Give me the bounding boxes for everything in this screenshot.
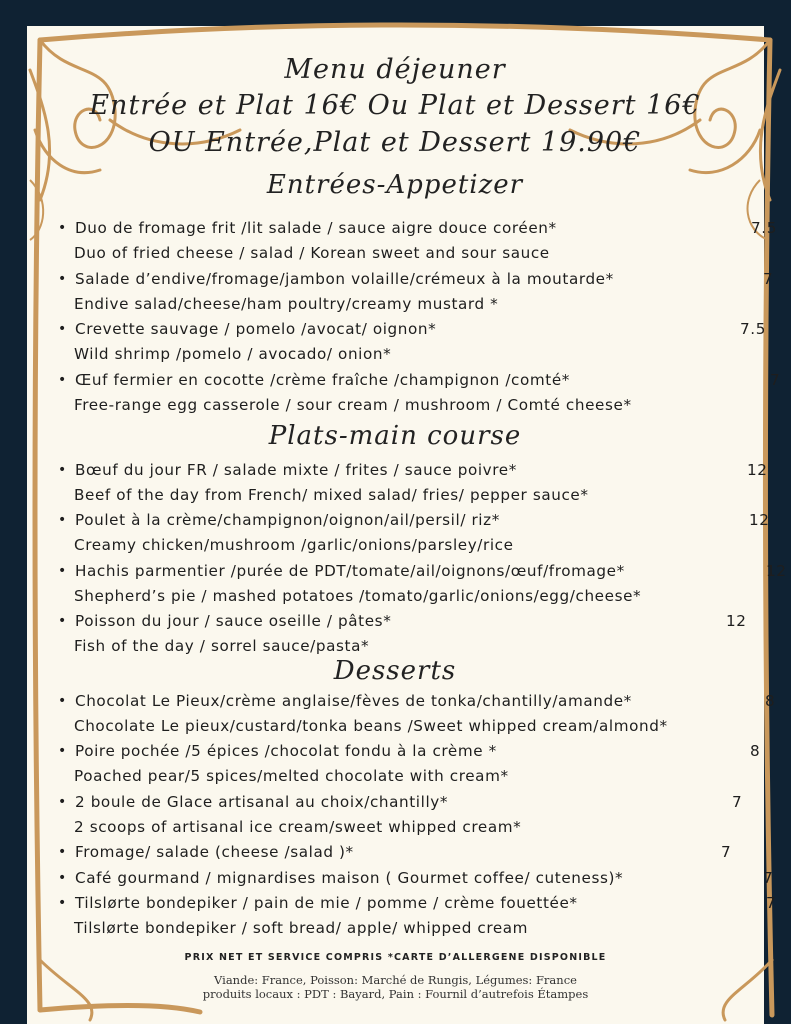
bullet-icon: • — [58, 844, 67, 860]
item-name-fr: Poisson du jour / sauce oseille / pâtes* — [75, 612, 392, 630]
item-name-en: Duo of fried cheese / salad / Korean sweet and sour sauce — [74, 244, 550, 262]
section-entrees-title: Entrées-Appetizer — [266, 170, 524, 200]
item-name-fr: 2 boule de Glace artisanal au choix/chantilly* — [75, 793, 449, 811]
item-price: 8 — [765, 692, 776, 710]
bullet-icon: • — [58, 794, 67, 810]
item-name-fr: Fromage/ salade (cheese /salad )* — [75, 843, 354, 861]
bullet-icon: • — [58, 743, 67, 759]
section-plats-title: Plats-main course — [268, 421, 522, 451]
item-name-en: Free-range egg casserole / sour cream / mushroom / Comté cheese* — [74, 396, 632, 414]
bullet-icon: • — [58, 870, 67, 886]
item-name-fr: Bœuf du jour FR / salade mixte / frites / sauce poivre* — [75, 461, 517, 479]
item-price: 7 — [770, 371, 781, 389]
item-price: 7 — [766, 894, 777, 912]
item-name-en: Tilslørte bondepiker / soft bread/ apple/ whipped cream — [74, 919, 529, 937]
bullet-icon: • — [58, 512, 67, 528]
menu-title: Menu déjeuner — [284, 54, 506, 85]
item-name-fr: Tilslørte bondepiker / pain de mie / pomme / crème fouettée* — [75, 894, 578, 912]
footer-note: PRIX NET ET SERVICE COMPRIS *CARTE D’ALLERGENE DISPONIBLE — [184, 952, 607, 963]
bullet-icon: • — [58, 220, 67, 236]
item-price: 7 — [721, 843, 732, 861]
bullet-icon: • — [58, 895, 67, 911]
origin-line-2: produits locaux : PDT : Bayard, Pain : Fournil d’autrefois Étampes — [202, 987, 589, 1001]
item-name-fr: Salade d’endive/fromage/jambon volaille/crémeux à la moutarde* — [75, 270, 614, 288]
menu-formula-2: OU Entrée,Plat et Dessert 19.90€ — [148, 127, 642, 158]
item-price: 7.5 — [740, 320, 766, 338]
bullet-icon: • — [58, 613, 67, 629]
section-desserts-title: Desserts — [333, 656, 457, 686]
bullet-icon: • — [58, 563, 67, 579]
item-price: 7.5 — [751, 219, 777, 237]
item-name-fr: Hachis parmentier /purée de PDT/tomate/ail/oignons/œuf/fromage* — [75, 562, 625, 580]
item-name-en: Poached pear/5 spices/melted chocolate with cream* — [74, 767, 509, 785]
menu-formula-1: Entrée et Plat 16€ Ou Plat et Dessert 16€ — [89, 90, 701, 121]
bullet-icon: • — [58, 271, 67, 287]
item-name-en: Wild shrimp /pomelo / avocado/ onion* — [74, 345, 392, 363]
bullet-icon: • — [58, 372, 67, 388]
origin-line-1: Viande: France, Poisson: Marché de Rungis, Légumes: France — [214, 973, 577, 987]
item-name-en: Beef of the day from French/ mixed salad/ fries/ pepper sauce* — [74, 486, 589, 504]
item-name-fr: Poire pochée /5 épices /chocolat fondu à la crème * — [75, 742, 497, 760]
item-name-en: Chocolate Le pieux/custard/tonka beans /Sweet whipped cream/almond* — [74, 717, 668, 735]
item-price: 12 — [766, 562, 787, 580]
item-name-en: Fish of the day / sorrel sauce/pasta* — [74, 637, 370, 655]
bullet-icon: • — [58, 321, 67, 337]
bullet-icon: • — [58, 462, 67, 478]
item-name-en: Endive salad/cheese/ham poultry/creamy mustard * — [74, 295, 499, 313]
item-name-en: 2 scoops of artisanal ice cream/sweet whipped cream* — [74, 818, 522, 836]
item-price: 7 — [763, 869, 774, 887]
item-price: 12 — [726, 612, 747, 630]
item-name-fr: Chocolat Le Pieux/crème anglaise/fèves de tonka/chantilly/amande* — [75, 692, 632, 710]
bullet-icon: • — [58, 693, 67, 709]
item-name-fr: Duo de fromage frit /lit salade / sauce aigre douce coréen* — [75, 219, 557, 237]
item-name-fr: Crevette sauvage / pomelo /avocat/ oignon* — [75, 320, 437, 338]
item-name-en: Creamy chicken/mushroom /garlic/onions/parsley/rice — [74, 536, 514, 554]
item-name-fr: Poulet à la crème/champignon/oignon/ail/persil/ riz* — [75, 511, 500, 529]
item-name-fr: Café gourmand / mignardises maison ( Gourmet coffee/ cuteness)* — [75, 869, 624, 887]
item-price: 7 — [763, 270, 774, 288]
item-name-fr: Œuf fermier en cocotte /crème fraîche /champignon /comté* — [75, 371, 570, 389]
item-name-en: Shepherd’s pie / mashed potatoes /tomato/garlic/onions/egg/cheese* — [74, 587, 642, 605]
item-price: 7 — [732, 793, 743, 811]
item-price: 8 — [750, 742, 761, 760]
item-price: 12 — [749, 511, 770, 529]
item-price: 12 — [747, 461, 768, 479]
